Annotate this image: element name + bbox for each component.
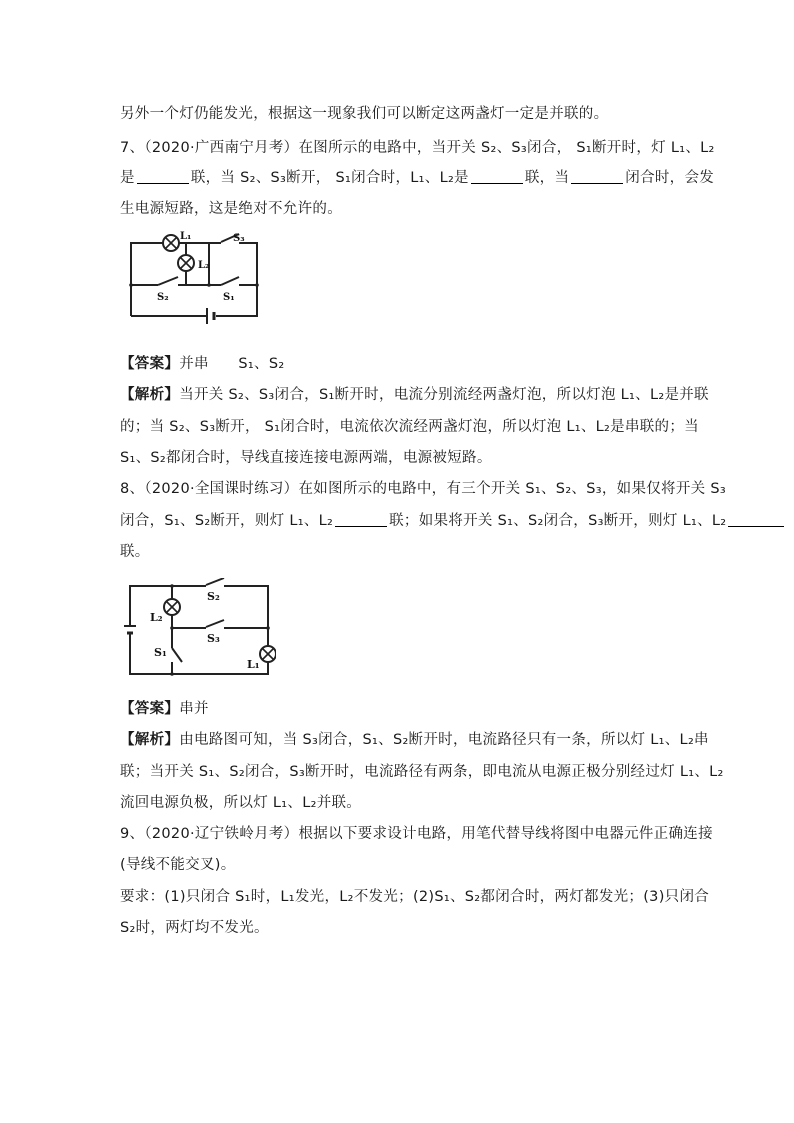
question-9-line: 要求：(1)只闭合 S₁时，L₁发光，L₂不发光；(2)S₁、S₂都闭合时，两灯都发光；(3)只闭合 — [120, 889, 710, 905]
text: 闭合时，会发 — [625, 170, 715, 186]
answer-blank[interactable] — [137, 170, 189, 184]
explanation-7: 的；当 S₂、S₃断开， S₁闭合时，电流依次流经两盏灯泡，所以灯泡 L₁、L₂是串联的；当 — [120, 419, 699, 435]
question-8-line: 8、（2020·全国课时练习）在如图所示的电路中，有三个开关 S₁、S₂、S₃，如果仅将开关 S₃ — [120, 481, 726, 497]
label-L1: L₁ — [247, 658, 260, 671]
answer-blank[interactable] — [335, 513, 387, 527]
explanation-8: 联；当开关 S₁、S₂闭合，S₃断开时，电流路径有两条，即电流从电源正极分别经过灯 L₁、L₂ — [120, 764, 724, 780]
answer-8 — [120, 697, 209, 718]
label-S1: S₁ — [223, 292, 235, 303]
answer-blank[interactable] — [571, 170, 623, 184]
lamp-icon — [163, 235, 179, 251]
explanation-tag: 【解析】 — [120, 732, 180, 748]
explanation-7 — [120, 383, 709, 404]
explanation-tag: 【解析】 — [120, 387, 180, 403]
lamp-icon — [260, 646, 276, 662]
explanation-8 — [120, 728, 709, 749]
label-L2: L₂ — [150, 611, 163, 624]
question-9-line: (导线不能交叉)。 — [120, 857, 236, 873]
explanation-7: S₁、S₂都闭合时，导线直接连接电源两端，电源被短路。 — [120, 450, 492, 466]
label-S3: S₃ — [233, 233, 245, 244]
question-9-line: S₂时，两灯均不发光。 — [120, 920, 269, 936]
text-line: 另外一个灯仍能发光，根据这一现象我们可以断定这两盏灯一定是并联的。 — [120, 106, 609, 122]
question-7-line: 7、（2020·广西南宁月考）在图所示的电路中，当开关 S₂、S₃闭合， S₁断开时，灯 L₁、L₂ — [120, 140, 715, 156]
question-7-line — [120, 166, 714, 187]
label-S3: S₃ — [207, 632, 220, 645]
question-8-line: 联。 — [120, 544, 150, 560]
label-L1: L₁ — [180, 231, 192, 242]
label-S1: S₁ — [154, 646, 167, 659]
explanation-text: 当开关 S₂、S₃闭合，S₁断开时，电流分别流经两盏灯泡，所以灯泡 L₁、L₂是并联 — [179, 387, 709, 403]
question-9-line: 9、（2020·辽宁铁岭月考）根据以下要求设计电路，用笔代替导线将图中电器元件正确连接 — [120, 826, 713, 842]
text: 联，当 S₂、S₃断开， S₁闭合时，L₁、L₂是 — [190, 170, 469, 186]
question-8-line — [120, 509, 786, 530]
label-S2: S₂ — [207, 590, 220, 603]
answer-text: 串并 — [179, 701, 209, 717]
circuit-diagram-8 — [120, 578, 276, 680]
lamp-icon — [178, 255, 194, 271]
text: 是 — [120, 170, 135, 186]
answer-text: 并串 S₁、S₂ — [179, 356, 285, 372]
text: 联，当 — [524, 170, 570, 186]
text: 联；如果将开关 S₁、S₂闭合，S₃断开，则灯 L₁、L₂ — [389, 513, 727, 529]
question-7-line: 生电源短路，这是绝对不允许的。 — [120, 201, 342, 217]
explanation-text: 由电路图可知，当 S₃闭合，S₁、S₂断开时，电流路径只有一条，所以灯 L₁、L₂串 — [179, 732, 709, 748]
lamp-icon — [164, 599, 180, 615]
answer-blank[interactable] — [471, 170, 523, 184]
label-L2: L₂ — [198, 260, 210, 271]
label-S2: S₂ — [157, 292, 169, 303]
answer-7 — [120, 352, 284, 373]
answer-blank[interactable] — [728, 513, 784, 527]
text: 闭合，S₁、S₂断开，则灯 L₁、L₂ — [120, 513, 334, 529]
explanation-8: 流回电源负极，所以灯 L₁、L₂并联。 — [120, 795, 362, 811]
circuit-diagram-7 — [126, 228, 266, 330]
answer-tag: 【答案】 — [120, 701, 180, 717]
answer-tag: 【答案】 — [120, 356, 180, 372]
